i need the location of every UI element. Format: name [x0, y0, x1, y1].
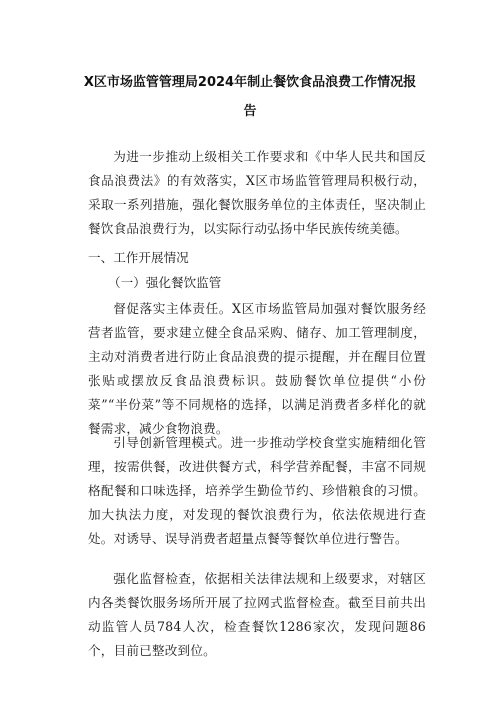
subsection-heading: （一）强化餐饮监管: [108, 275, 222, 290]
intro-paragraph: [88, 145, 426, 241]
paragraph-text: 督促落实主体责任。X区市场监管局加强对餐饮服务经营者监管，要求建立健全食品采购、储存、加工管理制度，主动对消费者进行防止食品浪费的提示提醒，并在醒目位置张贴或摆放反食品浪费标识。鼓励餐饮单位提供“小份菜”“半份菜”等不同规格的选择，以满足消费者多样化的就餐需求，减少食物浪费。: [88, 301, 426, 436]
body-paragraph-2: [88, 431, 426, 551]
section-heading: 一、工作开展情况: [88, 250, 189, 265]
body-paragraph-3: [88, 567, 426, 663]
body-paragraph-1: [88, 297, 426, 441]
document-title: X区市场监管管理局2024年制止餐饮食品浪费工作情况报: [83, 75, 417, 90]
paragraph-text: 引导创新管理模式。进一步推动学校食堂实施精细化管理，按需供餐，改进供餐方式，科学营养配餐，丰富不同规格配餐和口味选择，培养学生勤俭节约、珍惜粮食的习惯。加大执法力度，对发现的餐饮浪费行为，依法依规进行查处。对诱导、误导消费者超量点餐等餐饮单位进行警告。: [88, 435, 426, 546]
paragraph-text: 强化监督检查，依据相关法律法规和上级要求，对辖区内各类餐饮服务场所开展了拉网式监督检查。截至目前共出动监管人员784人次，检查餐饮1286家次，发现问题86个，目前已整改到位。: [88, 571, 426, 658]
document-title-continued: 告: [243, 104, 257, 119]
intro-text: 为进一步推动上级相关工作要求和《中华人民共和国反食品浪费法》的有效落实，X区市场监管管理局积极行动，采取一系列措施，强化餐饮服务单位的主体责任，坚决制止餐饮食品浪费行为，以实际行动弘扬中华民族传统美德。: [88, 149, 426, 236]
